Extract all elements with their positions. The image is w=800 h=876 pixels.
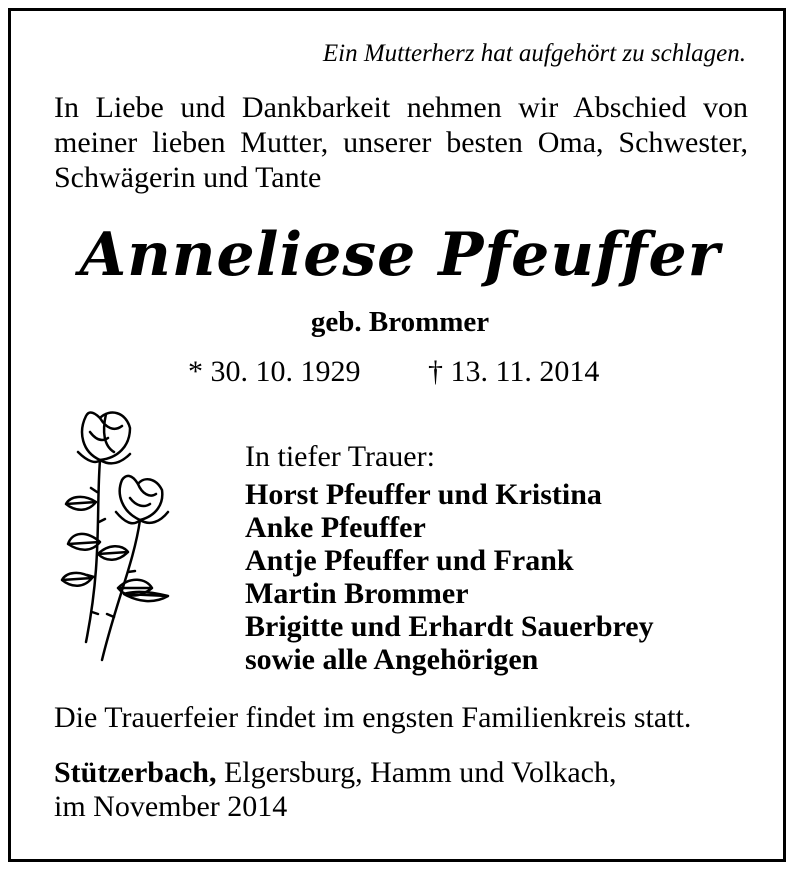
intro-line-3: Schwägerin und Tante	[54, 161, 322, 194]
birth-name: geb. Brommer	[310, 306, 490, 338]
intro-line-1: In Liebe und Dankbarkeit nehmen wir Abschied von	[54, 91, 748, 124]
mourner-name: Anke Pfeuffer	[245, 511, 426, 544]
deceased-name: Anneliese Pfeuffer	[79, 220, 721, 290]
rose-icon	[56, 402, 186, 670]
birth-date: * 30. 10. 1929	[188, 355, 361, 388]
date-line: im November 2014	[54, 790, 288, 823]
ceremony-note: Die Trauerfeier findet im engsten Familienkreis statt.	[54, 701, 692, 734]
death-date: † 13. 11. 2014	[428, 355, 600, 388]
mourner-name: sowie alle Angehörigen	[245, 643, 539, 676]
mourner-name: Antje Pfeuffer und Frank	[245, 544, 574, 577]
place-and-date	[54, 756, 616, 824]
place-others: Elgersburg, Hamm und Volkach,	[216, 756, 617, 789]
mourners-list	[245, 478, 654, 676]
mourner-name: Horst Pfeuffer und Kristina	[245, 478, 602, 511]
intro-text	[54, 90, 748, 195]
place-primary: Stützerbach,	[54, 756, 217, 789]
mourner-name: Brigitte und Erhardt Sauerbrey	[245, 610, 654, 643]
motto: Ein Mutterherz hat aufgehört zu schlagen.	[322, 40, 746, 67]
intro-line-2: meiner lieben Mutter, unserer besten Oma, Schwester,	[54, 126, 748, 159]
mourner-name: Martin Brommer	[245, 577, 469, 610]
grief-label: In tiefer Trauer:	[245, 440, 435, 473]
